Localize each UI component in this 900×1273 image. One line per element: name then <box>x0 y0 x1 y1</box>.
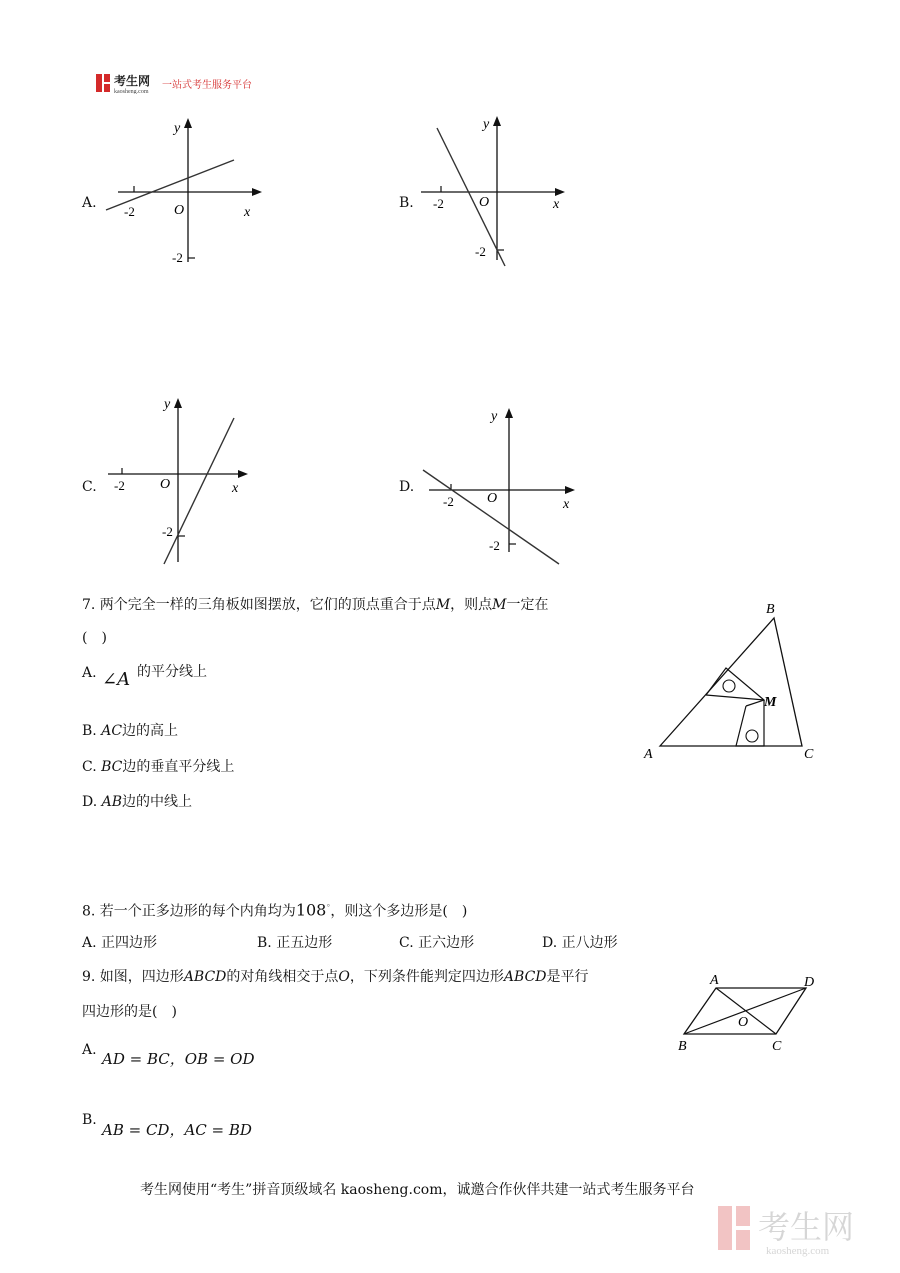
q9-option-a-label[interactable]: A. <box>82 1042 97 1058</box>
axis-y-label: y <box>491 409 498 424</box>
axis-x-label: x <box>232 481 239 496</box>
graph-a-line <box>106 160 234 210</box>
watermark-name: 考生网 <box>758 1209 855 1245</box>
graph-b-label: B. <box>399 195 414 211</box>
graph-c-line <box>164 418 234 564</box>
q8-option-a[interactable]: A. 正四边形 <box>82 935 158 951</box>
q7-paren: ( ) <box>82 630 107 646</box>
brand-domain: kaosheng.com <box>114 89 149 94</box>
q8-option-d[interactable]: D. 正八边形 <box>542 935 618 951</box>
y-arrow-icon <box>493 116 501 126</box>
origin-label: O <box>174 203 185 218</box>
q7-option-b[interactable]: B. AC边的高上 <box>82 723 179 739</box>
graph-d-label: D. <box>399 479 415 495</box>
brand-logo-icon <box>96 72 296 94</box>
q9-stem: 9. 如图，四边形ABCD的对角线相交于点O，下列条件能判定四边形ABCD是平行 <box>82 969 589 985</box>
y-arrow-icon <box>505 408 513 418</box>
footer-watermark <box>716 1200 886 1260</box>
q9-label-c: C <box>772 1039 782 1054</box>
graph-d <box>415 402 587 568</box>
axis-y-label: y <box>483 117 490 132</box>
q9-label-a: A <box>710 973 719 988</box>
q7-option-a-text: 的平分线上 <box>137 664 207 680</box>
tick-x-neg2: -2 <box>443 494 454 509</box>
q9-label-b: B <box>678 1039 687 1054</box>
tick-y-neg2: -2 <box>475 244 486 259</box>
watermark-domain: kaosheng.com <box>766 1245 830 1257</box>
tick-x-neg2: -2 <box>433 196 444 211</box>
tick-x-neg2: -2 <box>124 204 135 219</box>
y-arrow-icon <box>184 118 192 128</box>
q7-label-a: A <box>644 747 653 762</box>
q9-label-o: O <box>738 1015 749 1030</box>
graph-b-line <box>437 128 505 266</box>
axis-x-label: x <box>563 497 570 512</box>
axis-y-label: y <box>164 397 171 412</box>
tick-y-neg2: -2 <box>162 524 173 539</box>
graph-c-label: C. <box>82 479 97 495</box>
q9-label-d: D <box>804 975 815 990</box>
q7-stem: 7. 两个完全一样的三角板如图摆放，它们的顶点重合于点M，则点M一定在 <box>82 597 549 613</box>
q7-label-b: B <box>766 602 775 617</box>
q7-label-c: C <box>804 747 814 762</box>
y-arrow-icon <box>174 398 182 408</box>
graph-a <box>100 112 270 272</box>
header-logo <box>96 72 296 94</box>
x-arrow-icon <box>252 188 262 196</box>
q8-option-c[interactable]: C. 正六边形 <box>399 935 475 951</box>
origin-label: O <box>160 477 171 492</box>
tick-x-neg2: -2 <box>114 478 125 493</box>
origin-label: O <box>487 491 498 506</box>
q7-option-a-angle: ∠A <box>102 669 131 690</box>
brand-name: 考生网 <box>114 74 151 88</box>
axis-y-label: y <box>174 121 181 136</box>
q9-parallelogram-figure <box>676 970 826 1056</box>
graph-a-label: A. <box>82 195 97 211</box>
tick-y-neg2: -2 <box>172 250 183 265</box>
origin-label: O <box>479 195 490 210</box>
x-arrow-icon <box>565 486 575 494</box>
q7-option-a[interactable]: A. <box>82 665 97 681</box>
q7-triangle-figure <box>640 598 830 768</box>
q9-stem-line2: 四边形的是( ) <box>82 1004 177 1020</box>
q7-label-m: M <box>764 695 777 710</box>
brand-slogan: 一站式考生服务平台 <box>162 80 252 91</box>
q7-option-c[interactable]: C. BC边的垂直平分线上 <box>82 759 235 775</box>
q9-option-a-expr: AD = BC，OB = OD <box>102 1050 255 1068</box>
x-arrow-icon <box>555 188 565 196</box>
q9-option-b-label[interactable]: B. <box>82 1112 97 1128</box>
graph-b <box>415 110 585 272</box>
tick-y-neg2: -2 <box>489 538 500 553</box>
axis-x-label: x <box>244 205 251 220</box>
footer-text: 考生网使用“考生”拼音顶级域名 kaosheng.com，诚邀合作伙伴共建一站式考生服务平台 <box>140 1182 695 1198</box>
q8-stem: 8. 若一个正多边形的每个内角均为108°，则这个多边形是( ) <box>82 900 468 920</box>
q8-option-b[interactable]: B. 正五边形 <box>257 935 333 951</box>
x-arrow-icon <box>238 470 248 478</box>
graph-c <box>100 392 260 568</box>
watermark-logo-icon <box>716 1200 886 1260</box>
q9-option-b-expr: AB = CD，AC = BD <box>102 1121 252 1139</box>
axis-x-label: x <box>553 197 560 212</box>
q7-option-d[interactable]: D. AB边的中线上 <box>82 794 193 810</box>
